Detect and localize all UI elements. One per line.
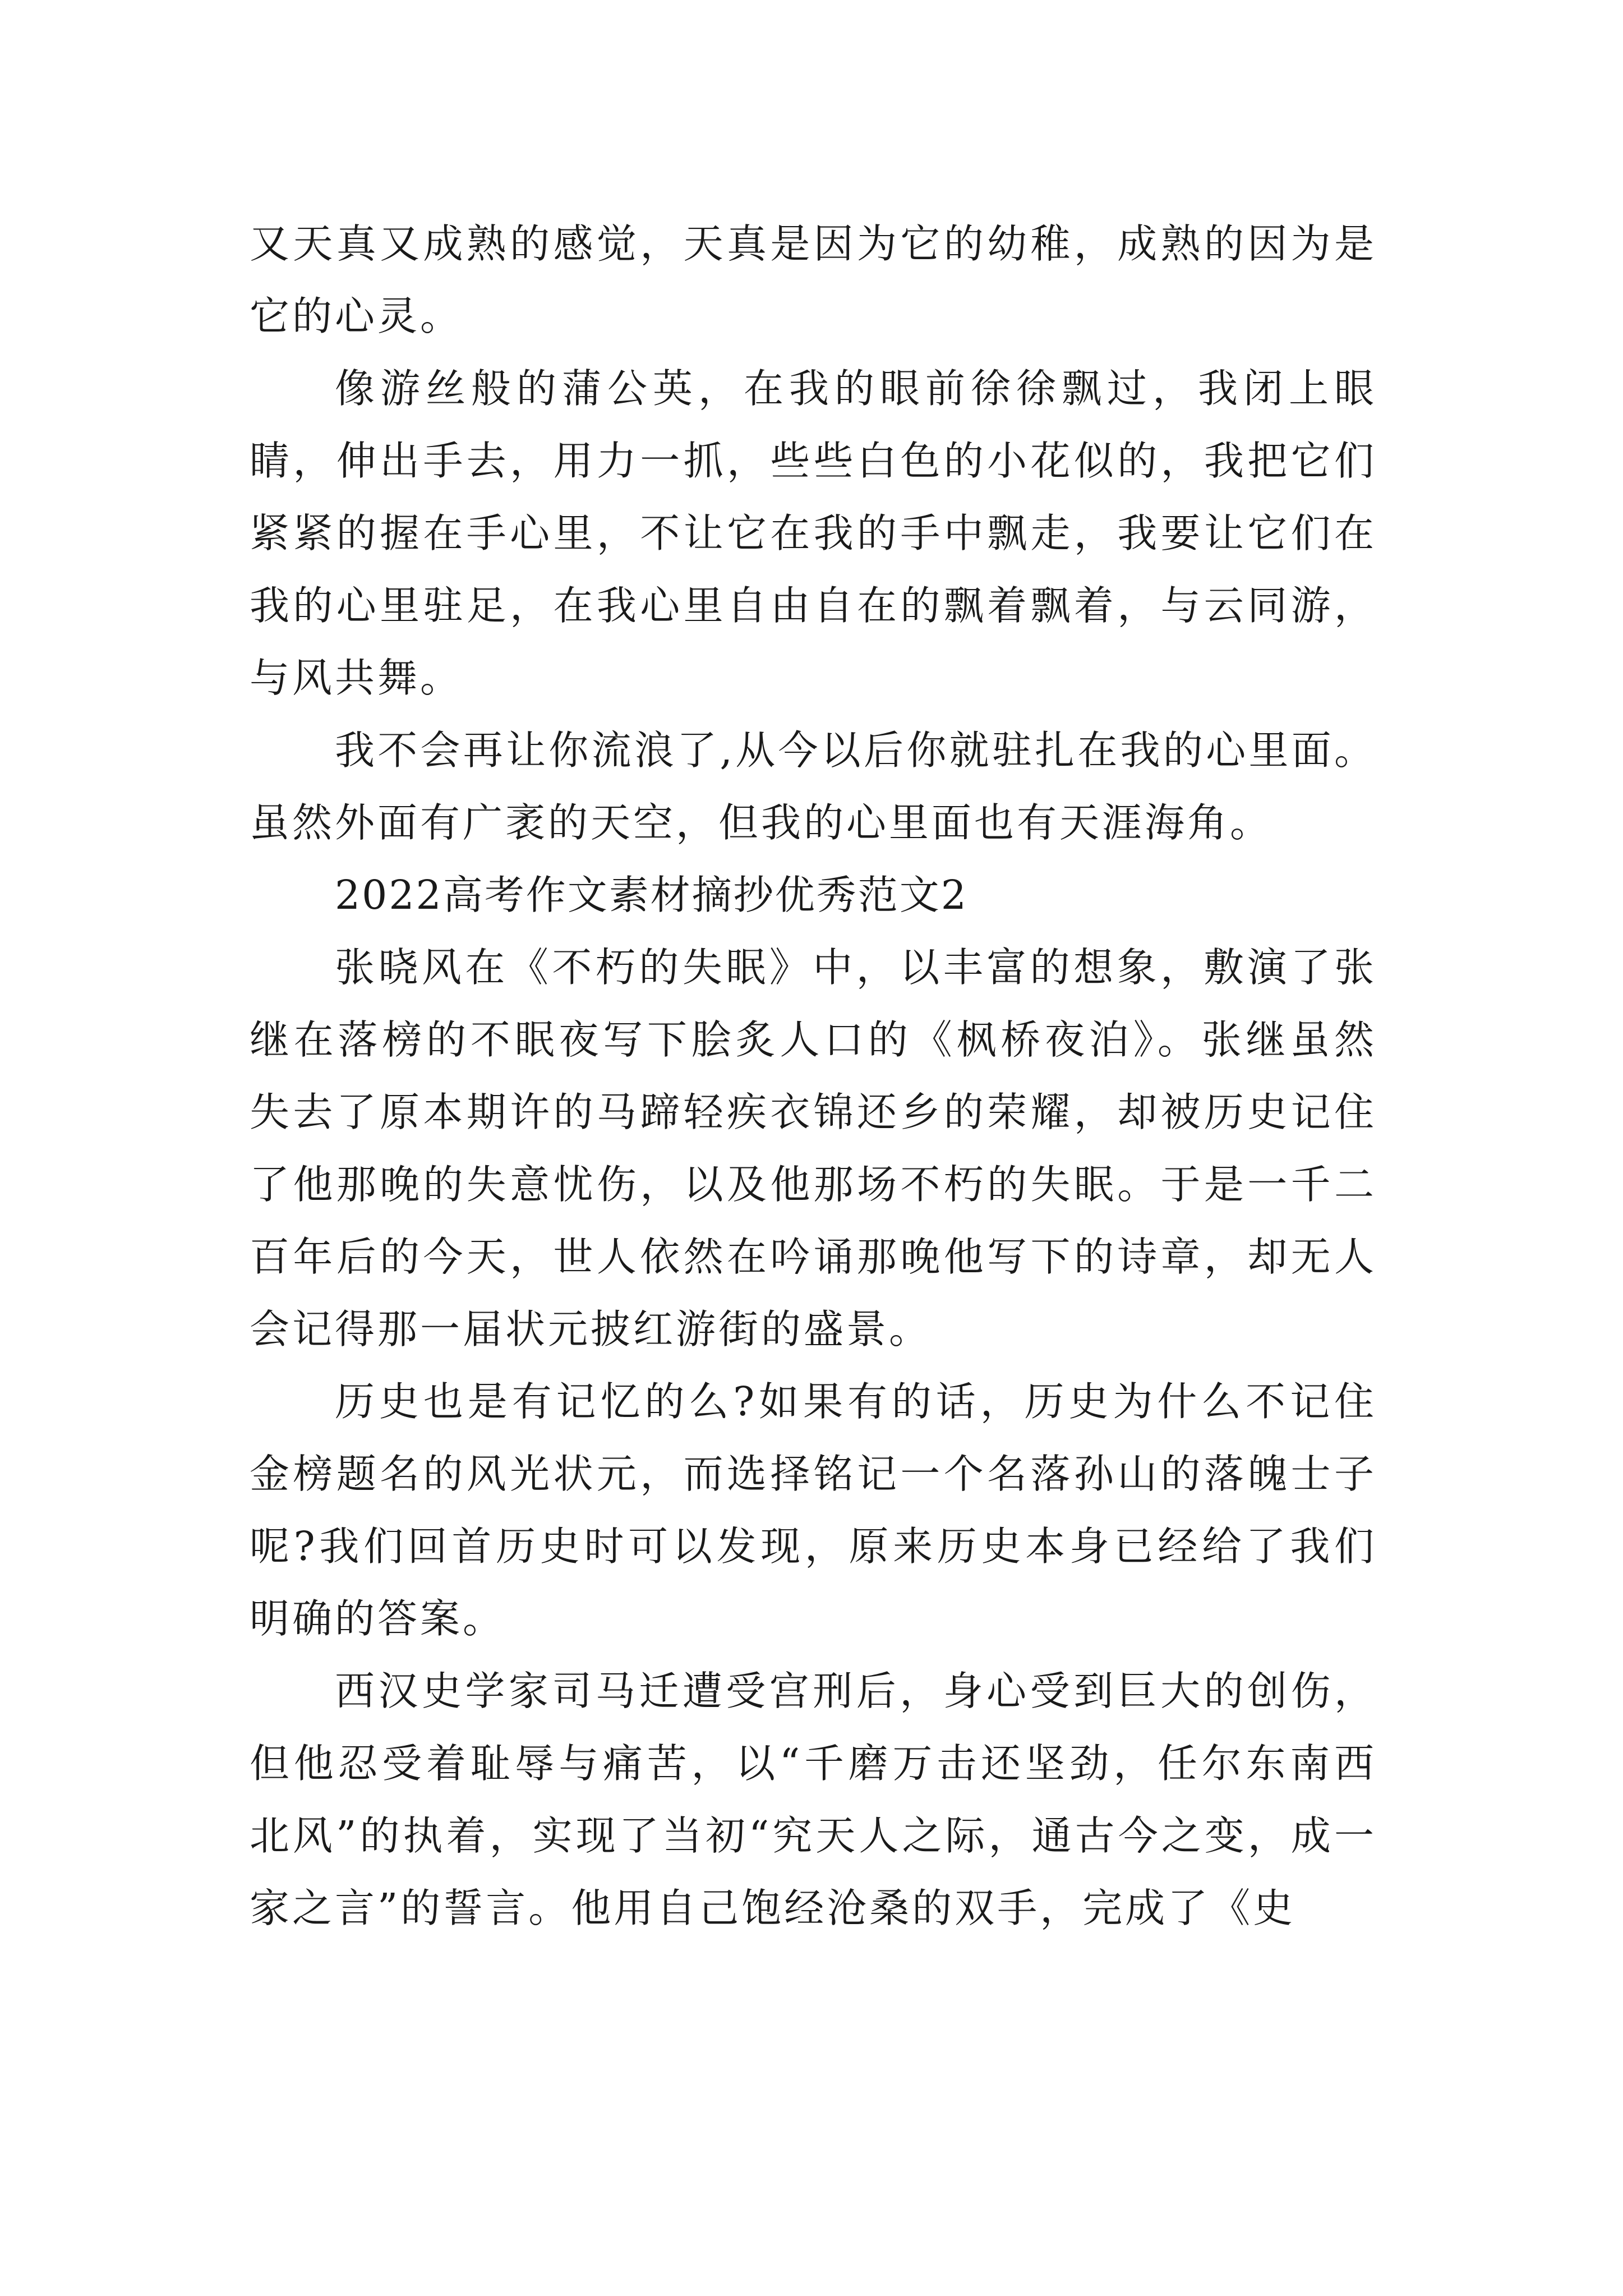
- section-heading: 2022高考作文素材摘抄优秀范文2: [335, 872, 968, 918]
- paragraph-history-memory: 历史也是有记忆的么?如果有的话，历史为什么不记住金榜题名的风光状元，而选择铭记一个名落孙山的落魄士子呢?我们回首历史时可以发现，原来历史本身已经给了我们明确的答案。: [250, 1378, 1377, 1642]
- paragraph-sima-qian: 西汉史学家司马迁遭受宫刑后，身心受到巨大的创伤，但他忍受着耻辱与痛苦，以“千磨万击还坚劲，任尔东南西北风”的执着，实现了当初“究天人之际，通古今之变，成一家之言”的誓言。他用自己饱经沧桑的双手，完成了《史: [250, 1668, 1377, 1931]
- paragraph-zhang-ji: 张晓风在《不朽的失眠》中，以丰富的想象，敷演了张继在落榜的不眠夜写下脍炙人口的《枫桥夜泊》。张继虽然失去了原本期许的马蹄轻疾衣锦还乡的荣耀，却被历史记住了他那晚的失意忧伤，以及他那场不朽的失眠。于是一千二百年后的今天，世人依然在吟诵那晚他写下的诗章，却无人会记得那一届状元披红游街的盛景。: [250, 944, 1377, 1352]
- paragraph-no-more-wandering: 我不会再让你流浪了,从今以后你就驻扎在我的心里面。虽然外面有广袤的天空，但我的心里面也有天涯海角。: [250, 727, 1377, 846]
- paragraph-continuation: 又天真又成熟的感觉，天真是因为它的幼稚，成熟的因为是它的心灵。: [250, 220, 1377, 339]
- document-body: [250, 208, 1377, 1944]
- paragraph-dandelion: 像游丝般的蒲公英，在我的眼前徐徐飘过，我闭上眼睛，伸出手去，用力一抓，些些白色的小花似的，我把它们紧紧的握在手心里，不让它在我的手中飘走，我要让它们在我的心里驻足，在我心里自由自在的飘着飘着，与云同游，与风共舞。: [250, 365, 1377, 701]
